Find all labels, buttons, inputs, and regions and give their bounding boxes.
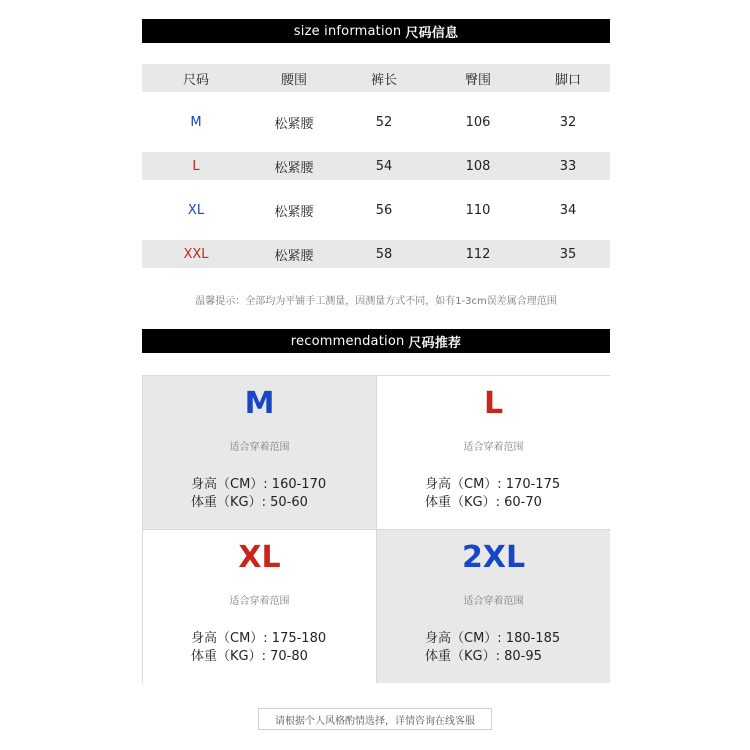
card-weight: 体重（KG）: 60-70: [425, 495, 542, 510]
footer-note: 请根据个人风格酌情选择，详情咨询在线客服: [258, 708, 492, 730]
card-weight: 体重（KG）: 80-95: [425, 649, 542, 664]
column-header-hem: 脚口: [554, 72, 581, 88]
card-size: XL: [238, 540, 281, 575]
waist-cell: 松紧腰: [274, 116, 314, 132]
hip-cell: 106: [465, 114, 491, 130]
size-cell: XXL: [183, 246, 209, 262]
table-row: [142, 108, 610, 136]
column-header-hip: 臀围: [464, 72, 491, 88]
recommendation-card-xl: [143, 530, 376, 683]
hip-cell: 110: [465, 202, 491, 218]
column-header-size: 尺码: [182, 72, 209, 88]
header-cn: 尺码推荐: [408, 335, 462, 351]
hem-cell: 33: [559, 158, 577, 174]
hip-cell: 108: [465, 158, 491, 174]
table-row: [142, 152, 610, 180]
header-cn: 尺码信息: [405, 25, 459, 41]
size-table: [142, 64, 610, 284]
length-cell: 58: [375, 246, 393, 262]
length-cell: 56: [375, 202, 393, 218]
size-cell: M: [190, 114, 202, 130]
card-subtitle: 适合穿着范围: [463, 596, 524, 607]
hem-cell: 35: [559, 246, 577, 262]
waist-cell: 松紧腰: [274, 248, 314, 264]
recommendation-card-l: [377, 376, 610, 529]
table-header-row: [142, 64, 610, 92]
size-cell: L: [192, 158, 200, 174]
length-cell: 54: [375, 158, 393, 174]
recommendation-header: [142, 329, 610, 353]
card-size: L: [483, 386, 504, 421]
waist-cell: 松紧腰: [274, 160, 314, 176]
card-weight: 体重（KG）: 70-80: [191, 649, 308, 664]
table-row: [142, 240, 610, 268]
column-header-length: 裤长: [370, 72, 397, 88]
table-row: [142, 196, 610, 224]
card-subtitle: 适合穿着范围: [463, 442, 524, 453]
header-en: recommendation: [290, 333, 405, 349]
column-header-waist: 腰围: [280, 72, 307, 88]
hip-cell: 112: [465, 246, 491, 262]
size-information-header: [142, 19, 610, 43]
length-cell: 52: [375, 114, 393, 130]
header-en: size information: [293, 23, 402, 39]
card-height: 身高（CM）: 175-180: [191, 631, 327, 646]
recommendation-grid: [142, 375, 610, 683]
card-height: 身高（CM）: 160-170: [191, 477, 327, 492]
size-cell: XL: [187, 202, 205, 218]
hem-cell: 32: [559, 114, 577, 130]
card-weight: 体重（KG）: 50-60: [191, 495, 308, 510]
measurement-note: 温馨提示：全部均为平铺手工测量，因测量方式不同，如有1-3cm误差属合理范围: [195, 296, 557, 307]
card-height: 身高（CM）: 170-175: [425, 477, 561, 492]
recommendation-card-2xl: [377, 530, 610, 683]
card-subtitle: 适合穿着范围: [229, 442, 290, 453]
waist-cell: 松紧腰: [274, 204, 314, 220]
grid-divider-horizontal: [143, 529, 609, 530]
card-subtitle: 适合穿着范围: [229, 596, 290, 607]
hem-cell: 34: [559, 202, 577, 218]
card-height: 身高（CM）: 180-185: [425, 631, 561, 646]
card-size: M: [244, 386, 275, 421]
card-size: 2XL: [461, 540, 526, 575]
recommendation-card-m: [143, 376, 376, 529]
